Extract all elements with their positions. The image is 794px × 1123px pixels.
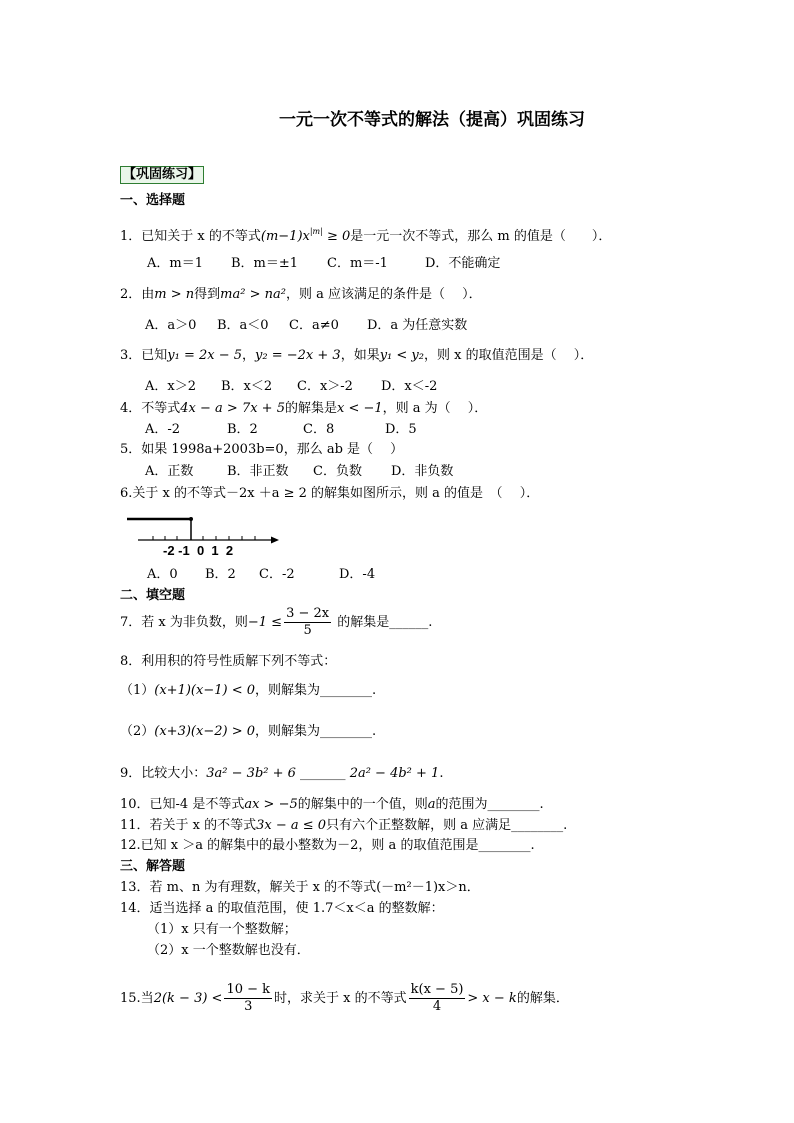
- q1-option-b: B．m＝±1: [231, 256, 299, 271]
- q2-expr1: m > n: [154, 287, 195, 302]
- q1-post: ≥ 0: [322, 229, 351, 244]
- q14-sub1: （1）x 只有一个整数解；: [147, 922, 297, 937]
- q10-rest: 的范围为________.: [435, 797, 544, 812]
- q5-option-c: C．负数: [313, 464, 362, 479]
- q6-option-b: B．2: [205, 567, 236, 582]
- q4-option-c: C．8: [303, 422, 335, 437]
- q15-numerator-2: k(x − 5): [410, 982, 464, 997]
- q4-expr1: 4x − a > 7x + 5: [180, 401, 285, 416]
- q7-denominator: 5: [303, 623, 312, 638]
- q8-sub2: [120, 724, 376, 740]
- question-10: [120, 797, 544, 813]
- q6-options: [147, 567, 375, 583]
- q8-sub2-pre: （2）: [120, 724, 155, 739]
- q2-option-d: D．a 为任意实数: [367, 318, 468, 333]
- q3-option-a: A．x＞2: [145, 379, 196, 394]
- q9-blank: _______: [300, 766, 346, 781]
- q1-rest: 是一元一次不等式，那么 m 的值是（ ）．: [350, 229, 612, 244]
- q8-sub2-expr: (x+3)(x−2) > 0: [154, 724, 255, 739]
- q7-numerator: 3 − 2x: [286, 606, 330, 621]
- q15-denominator-1: 3: [244, 999, 253, 1014]
- part1-heading: 一、选择题: [120, 193, 186, 208]
- q2-options: [145, 318, 467, 334]
- q2-option-c: C．a≠0: [289, 318, 339, 333]
- q9-end: .: [439, 766, 444, 781]
- q3-option-c: C．x＞-2: [297, 379, 353, 394]
- q15-expr2: > x − k: [467, 991, 517, 1006]
- q6-option-d: D．-4: [339, 567, 376, 582]
- q4-rest: ，则 a 为（ ）．: [382, 401, 488, 416]
- q1-option-c: C．m＝-1: [327, 256, 388, 271]
- q4-pre: 4．不等式: [120, 401, 181, 416]
- q1-options: [147, 256, 500, 272]
- q1-option-d: D．不能确定: [425, 256, 501, 271]
- q4-option-d: D．5: [385, 422, 417, 437]
- q1-pre: 1．已知关于 x 的不等式: [120, 229, 261, 244]
- q3-mid: ，如果: [340, 348, 380, 363]
- axis-arrow: [271, 537, 279, 544]
- question-7: [120, 606, 432, 639]
- q3-sep: ，: [242, 348, 256, 363]
- question-9: [120, 766, 443, 782]
- q4-mid: 的解集是: [284, 401, 337, 416]
- q3-expr3: y₁ < y₂: [379, 348, 424, 363]
- q4-options: [145, 422, 417, 438]
- question-8: 8．利用积的符号性质解下列不等式：: [120, 654, 337, 669]
- question-6: 6.关于 x 的不等式－2x ＋a ≥ 2 的解集如图所示，则 a 的值是 （ ）．: [120, 486, 540, 501]
- q2-expr2: ma² > na²: [220, 287, 286, 302]
- q2-rest: ，则 a 应该满足的条件是（ ）．: [285, 287, 482, 302]
- q7-fraction: [284, 606, 331, 639]
- page-title: 一元一次不等式的解法（提高）巩固练习: [279, 110, 585, 130]
- q7-pre: 7．若 x 为非负数，则: [120, 615, 248, 630]
- q6-option-a: A．0: [147, 567, 178, 582]
- question-4: [120, 401, 487, 417]
- q3-option-b: B．x＜2: [221, 379, 273, 394]
- q2-mid: 得到: [194, 287, 221, 302]
- q5-option-b: B．非正数: [227, 464, 289, 479]
- question-2: [120, 287, 482, 303]
- q3-option-d: D．x＜-2: [381, 379, 438, 394]
- q1-expr: (m−1)x: [260, 229, 310, 244]
- q15-numerator-1: 10 − k: [226, 982, 271, 997]
- q9-expr1: 3a² − 3b² + 6: [206, 766, 296, 781]
- q3-expr1: y₁ = 2x − 5: [167, 348, 243, 363]
- question-3: [120, 348, 593, 364]
- q8-sub1-expr: (x+1)(x−1) < 0: [154, 683, 255, 698]
- q7-lhs: −1 ≤: [247, 615, 283, 630]
- q10-expr: ax > −5: [244, 797, 298, 812]
- boundary-dot: [189, 517, 193, 521]
- q15-rest: 的解集．: [516, 991, 569, 1006]
- q2-pre: 2．由: [120, 287, 155, 302]
- q15-denominator-2: 4: [432, 999, 442, 1014]
- q2-option-a: A．a＞0: [145, 318, 197, 333]
- q11-pre: 11．若关于 x 的不等式: [120, 818, 257, 833]
- q15-fraction-2: [409, 982, 466, 1015]
- q10-pre: 10．已知-4 是不等式: [120, 797, 245, 812]
- q10-mid: 的解集中的一个值，则: [297, 797, 428, 812]
- q10-var: a: [427, 797, 436, 812]
- question-11: [120, 818, 567, 834]
- q4-option-a: A．-2: [145, 422, 181, 437]
- q14-sub2: （2）x 一个整数解也没有．: [147, 943, 310, 958]
- q11-rest: 只有六个正整数解，则 a 应满足________.: [326, 818, 568, 833]
- question-15: [120, 982, 569, 1015]
- q1-exp: |m|: [309, 227, 323, 236]
- q15-pre: 15.当: [120, 991, 154, 1006]
- question-5: 5．如果 1998a+2003b=0，那么 ab 是（ ）: [120, 442, 404, 457]
- q3-rest: ，则 x 的取值范围是（ ）．: [423, 348, 594, 363]
- q7-rest: 的解集是______.: [337, 615, 433, 630]
- q11-expr: 3x − a ≤ 0: [256, 818, 327, 833]
- q3-options: [145, 379, 437, 395]
- q4-expr2: x < −1: [337, 401, 383, 416]
- q5-options: [145, 464, 453, 480]
- q2-option-b: B．a＜0: [217, 318, 269, 333]
- question-1: [120, 224, 611, 245]
- part3-heading: 三、解答题: [120, 859, 186, 874]
- q8-sub1-pre: （1）: [120, 683, 155, 698]
- q3-pre: 3．已知: [120, 348, 168, 363]
- q4-option-b: B．2: [227, 422, 258, 437]
- q5-option-a: A．正数: [145, 464, 194, 479]
- question-14: 14．适当选择 a 的取值范围，使 1.7＜x＜a 的整数解：: [120, 901, 444, 916]
- part2-heading: 二、填空题: [120, 588, 186, 603]
- q15-mid: 时，求关于 x 的不等式: [274, 991, 407, 1006]
- question-13: 13．若 m、n 为有理数，解关于 x 的不等式(－m²－1)x＞n．: [120, 880, 480, 895]
- q15-fraction-1: [224, 982, 272, 1015]
- q6-option-c: C．-2: [259, 567, 295, 582]
- tick-labels: -2 -1 0 1 2: [163, 543, 234, 558]
- q9-pre: 9．比较大小：: [120, 766, 207, 781]
- q8-sub1-rest: ，则解集为________.: [255, 683, 377, 698]
- question-12: 12.已知 x ＞a 的解集中的最小整数为－2，则 a 的取值范围是________.: [120, 838, 535, 853]
- q3-expr2: y₂ = −2x + 3: [255, 348, 341, 363]
- q1-option-a: A．m＝1: [147, 256, 203, 271]
- q8-sub1: [120, 683, 376, 699]
- section-label: 【巩固练习】: [120, 166, 204, 184]
- q15-expr1: 2(k − 3) <: [153, 991, 223, 1006]
- q5-option-d: D．非负数: [391, 464, 454, 479]
- q9-expr2: 2a² − 4b² + 1: [349, 766, 440, 781]
- q8-sub2-rest: ，则解集为________.: [255, 724, 377, 739]
- number-line-figure: [125, 510, 280, 560]
